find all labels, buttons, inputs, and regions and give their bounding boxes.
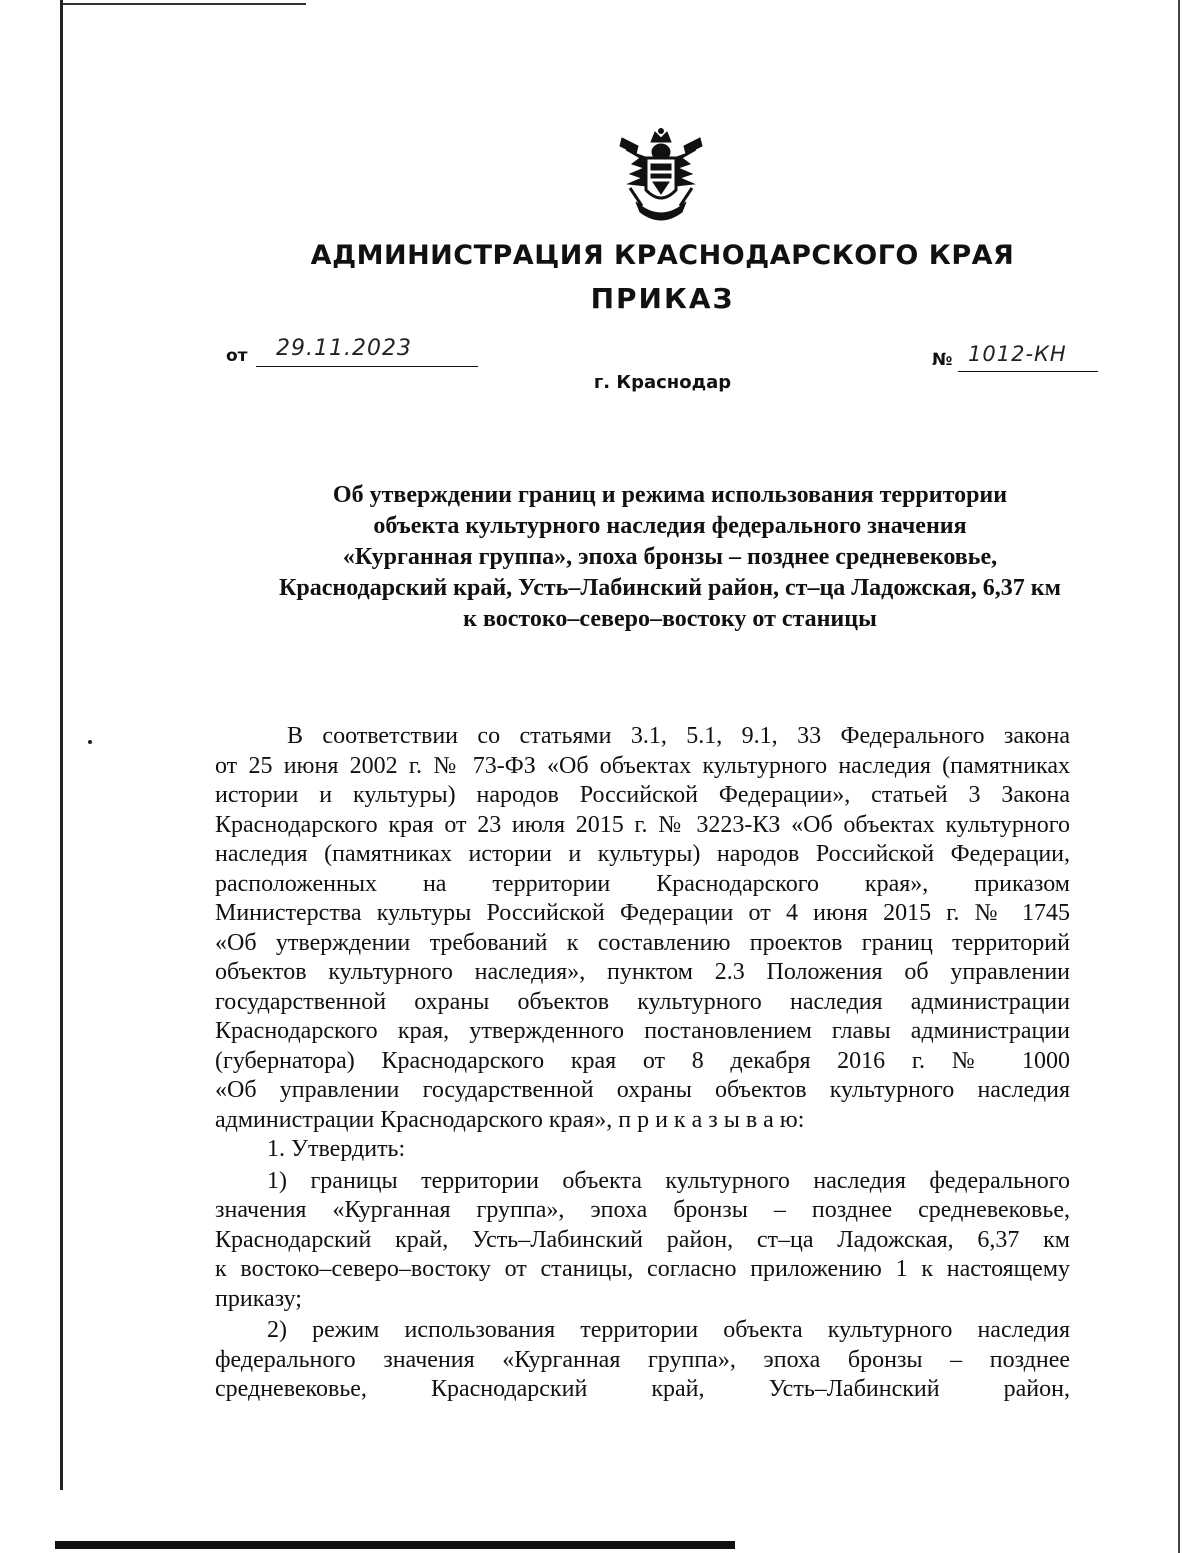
- date-label: от: [226, 346, 248, 366]
- scan-artifact-bottom-line: [55, 1541, 735, 1549]
- document-type: ПРИКАЗ: [590, 282, 735, 315]
- body-line: Краснодарского края, утвержденного постановлением главы администрации: [215, 1018, 1070, 1044]
- scan-artifact-top-line: [62, 3, 306, 5]
- date-underline: [256, 366, 478, 367]
- item-1-1-line: приказу;: [215, 1285, 302, 1312]
- scan-artifact-left-line: [60, 0, 63, 1490]
- subject-line: Краснодарский край, Усть–Лабинский район, ст–ца Ладожская, 6,37 км: [279, 575, 1061, 601]
- item-1-2-line: федерального значения «Курганная группа», эпоха бронзы – позднее: [215, 1346, 1070, 1373]
- item-1-2-line: 2) режим использования территории объекта культурного наследия: [267, 1317, 1070, 1343]
- body-line: от 25 июня 2002 г. № 73-ФЗ «Об объектах культурного наследия (памятниках: [215, 752, 1070, 779]
- body-line: объектов культурного наследия», пунктом 2.3 Положения об управлении: [215, 959, 1070, 985]
- number-label: №: [932, 350, 953, 370]
- item-1-1-line: к востоко–северо–востоку от станицы, согласно приложению 1 к настоящему: [215, 1256, 1070, 1282]
- number-underline: [958, 371, 1098, 372]
- item-1-1-line: значения «Курганная группа», эпоха бронзы – позднее средневековье,: [215, 1197, 1070, 1223]
- item-1-1-line: 1) границы территории объекта культурного наследия федерального: [267, 1167, 1070, 1194]
- body-line: Краснодарского края от 23 июля 2015 г. № 3223-КЗ «Об объектах культурного: [215, 811, 1070, 838]
- document-subject: [200, 480, 1140, 635]
- body-line: (губернатора) Краснодарского края от 8 декабря 2016 г. № 1000: [215, 1047, 1070, 1074]
- body-line: наследия (памятниках истории и культуры) народов Российской Федерации,: [215, 841, 1070, 867]
- document-body: [215, 722, 1070, 1405]
- subject-line: «Курганная группа», эпоха бронзы – позднее средневековье,: [342, 544, 998, 570]
- scan-artifact-dot: [88, 740, 92, 744]
- subject-line: к востоко–северо–востоку от станицы: [463, 606, 877, 632]
- subject-line: Об утверждении границ и режима использования территории: [332, 482, 1008, 508]
- subject-line: объекта культурного наследия федерального значения: [373, 513, 967, 539]
- body-line: расположенных на территории Краснодарского края», приказом: [215, 870, 1070, 897]
- body-line: Министерства культуры Российской Федерации от 4 июня 2015 г. № 1745: [215, 900, 1070, 926]
- item-1-1-line: Краснодарский край, Усть–Лабинский район, ст–ца Ладожская, 6,37 км: [215, 1226, 1070, 1253]
- coat-of-arms-icon: [618, 128, 704, 224]
- body-line: истории и культуры) народов Российской Федерации», статьей 3 Закона: [215, 782, 1070, 808]
- body-line: «Об управлении государственной охраны объектов культурного наследия: [215, 1077, 1070, 1103]
- number-value: 1012-КН: [968, 342, 1067, 366]
- body-line: «Об утверждении требований к составлению проектов границ территорий: [215, 929, 1070, 956]
- scan-artifact-right-line: [1178, 0, 1180, 1553]
- item-1-2-line: средневековье, Краснодарский край, Усть–Лабинский район,: [215, 1376, 1070, 1402]
- body-line: администрации Краснодарского края», п р и к а з ы в а ю:: [215, 1106, 805, 1133]
- body-line: государственной охраны объектов культурного наследия администрации: [215, 988, 1070, 1015]
- date-value: 29.11.2023: [276, 336, 412, 361]
- organization-name: АДМИНИСТРАЦИЯ КРАСНОДАРСКОГО КРАЯ: [310, 240, 1015, 271]
- city-name: г. Краснодар: [593, 372, 732, 393]
- body-line: В соответствии со статьями 3.1, 5.1, 9.1, 33 Федерального закона: [287, 723, 1070, 749]
- item-1-heading: 1. Утвердить:: [267, 1136, 406, 1162]
